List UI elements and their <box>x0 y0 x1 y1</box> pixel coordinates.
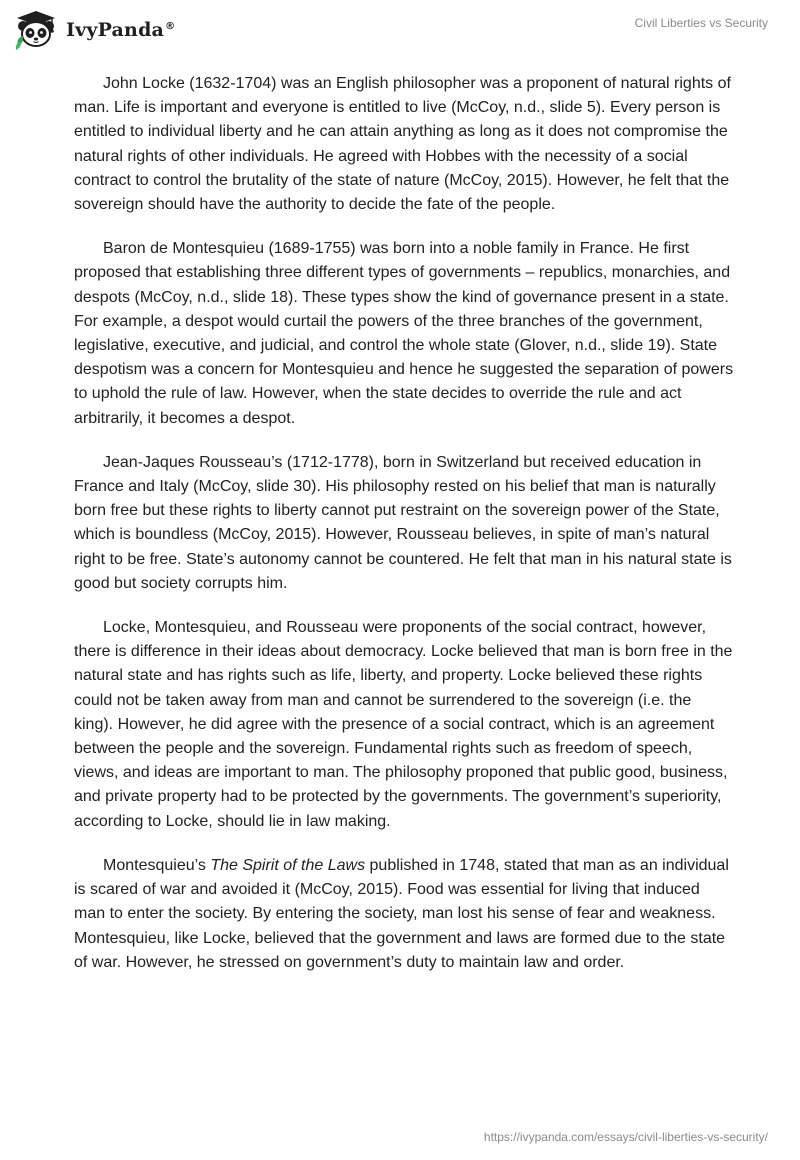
paragraph: Baron de Montesquieu (1689-1755) was born into a noble family in France. He first proposed that establishing three different types of governments – republics, monarchies, and despots (McCoy, n.d., slide 18). These types show the kind of governance present in a state. For example, a despot would curtail the powers of the three branches of the government, legislative, executive, and judicial, and control the whole state (Glover, n.d., slide 19). State despotism was a concern for Montesquieu and hence he suggested the separation of powers to uphold the rule of law. However, when the state decides to override the rule and act arbitrarily, it becomes a despot. <box>74 240 734 427</box>
brand-registered-mark: ® <box>165 20 176 32</box>
page-header <box>0 0 800 60</box>
paragraph <box>74 854 734 975</box>
paragraph-lead: Montesquieu’s <box>103 856 211 874</box>
brand-logo[interactable] <box>14 8 175 52</box>
paragraph: John Locke (1632-1704) was an English philosopher was a proponent of natural rights of man. Life is important and everyone is entitled to live (McCoy, n.d., slide 5). Every person is entitled to individual liberty and he can attain anything as long as it does not compromise the natural rights of other individuals. He agreed with Hobbes with the necessity of a social contract to control the brutality of the state of nature (McCoy, 2015). However, he felt that the sovereign should have the authority to decide the fate of the people. <box>74 75 731 214</box>
brand-name: IvyPanda® <box>66 19 176 41</box>
paragraph: Locke, Montesquieu, and Rousseau were proponents of the social contract, however, there is difference in their ideas about democracy. Locke believed that man is born free in the natural state and has rights such as life, liberty, and property. Locke believed these rights could not be taken away from man and cannot be surrendered to the sovereign (i.e. the king). However, he did agree with the presence of a social contract, which is an agreement between the people and the sovereign. Fundamental rights such as freedom of speech, views, and ideas are important to man. The philosophy proponed that public good, business, and private property had to be protected by the governments. The government’s superiority, according to Locke, should lie in law making. <box>74 619 733 830</box>
book-title: The Spirit of the Laws <box>210 856 366 874</box>
paragraph-rest: published in 1748, stated that man as an individual is scared of war and avoided it (McCoy, 2015). Food was essential for living that induced man to enter the society. By entering the society, man lost his sense of fear and weakness. Montesquieu, like Locke, believed that the government and laws are formed due to the state of war. However, he stressed on government’s duty to maintain law and order. <box>74 856 729 971</box>
panda-graduate-logo-icon <box>14 8 58 52</box>
essay-body <box>74 72 734 995</box>
paragraph: Jean-Jaques Rousseau’s (1712-1778), born in Switzerland but received education in France and Italy (McCoy, slide 30). His philosophy rested on his belief that man is naturally born free but these rights to liberty cannot put restraint on the sovereign power of the State, which is boundless (McCoy, 2015). However, Rousseau believes, in spite of man’s natural right to be free. State’s autonomy cannot be countered. He felt that man in his natural state is good but society corrupts him. <box>74 453 732 592</box>
document-title: Civil Liberties vs Security <box>634 16 768 30</box>
source-url[interactable]: https://ivypanda.com/essays/civil-liberties-vs-security/ <box>483 1130 768 1144</box>
